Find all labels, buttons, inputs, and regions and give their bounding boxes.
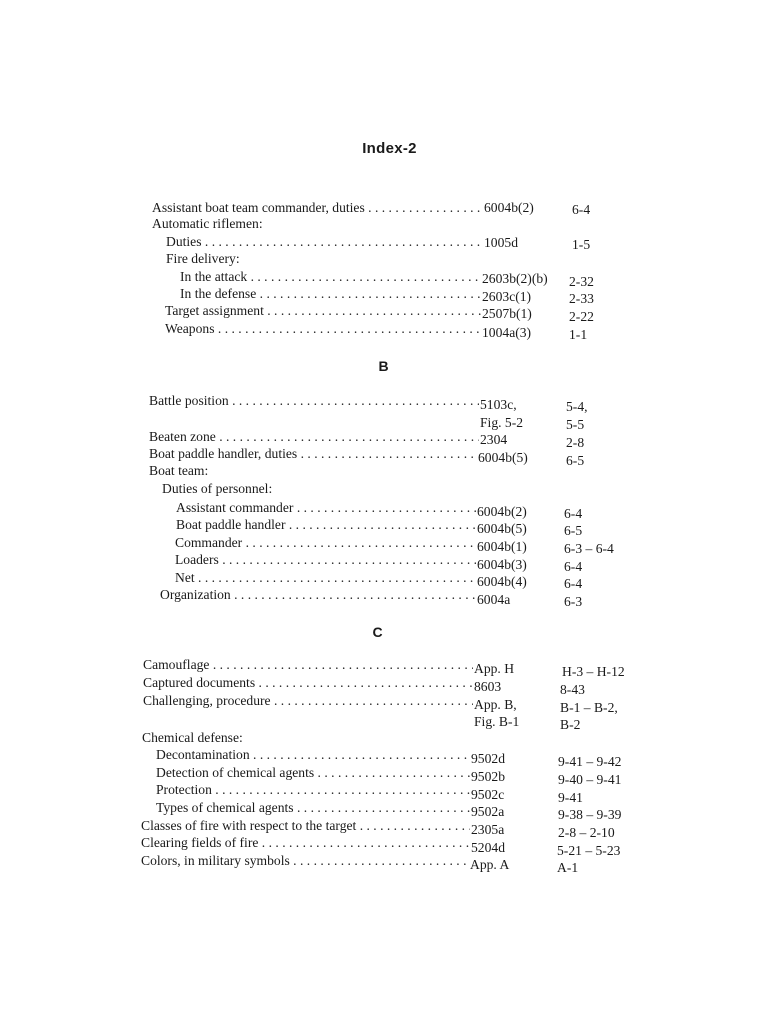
entry-ref: 6004b(2) [484, 200, 534, 215]
entry-ref: 5103c, [480, 397, 517, 412]
entry-page: 1-5 [572, 237, 591, 252]
entry-ref: 9502a [471, 804, 505, 819]
entry-page: 9-38 – 9-39 [558, 807, 622, 822]
section-letter-c: C [372, 624, 383, 640]
index-entry [180, 268, 482, 286]
entry-ref: App. A [470, 857, 510, 872]
entry-ref: 6004b(2) [477, 504, 527, 519]
entry-page: 9-41 [558, 790, 583, 805]
entry-ref: App. B, [474, 697, 517, 712]
entry-text: In the defense . . . [180, 285, 482, 303]
entry-ref: 6004b(5) [478, 450, 528, 465]
entry-ref: 6004b(5) [477, 521, 527, 536]
entry-text: Weapons . . . [165, 320, 482, 338]
entry-ref: 2507b(1) [482, 306, 532, 321]
entry-page: 9-41 – 9-42 [558, 754, 622, 769]
index-entry [156, 799, 470, 817]
index-entry [149, 428, 479, 446]
entry-page: 6-3 – 6-4 [564, 541, 614, 556]
index-entry [143, 674, 473, 692]
entry-ref-continued: Fig. B-1 [474, 714, 520, 729]
index-entry [141, 852, 469, 870]
index-entry [165, 320, 482, 338]
entry-text: Net . . . [175, 569, 476, 587]
entry-text: Battle position . . . [149, 392, 479, 410]
entry-page-continued: 5-5 [566, 417, 585, 432]
entry-ref: 6004b(4) [477, 574, 527, 589]
entry-text: Detection of chemical agents . . . [156, 764, 470, 782]
index-entry [149, 445, 477, 463]
index-entry [156, 746, 470, 764]
entry-text: Camouflage . . . [143, 656, 473, 674]
entry-page-continued: B-2 [560, 717, 581, 732]
entry-ref: 2603b(2)(b) [482, 271, 548, 286]
index-entry [149, 392, 479, 410]
entry-text: Loaders . . . [175, 551, 476, 569]
index-entry [143, 656, 473, 674]
section-letter-b: B [378, 358, 389, 374]
index-entry [156, 764, 470, 782]
entry-ref: 9502c [471, 787, 505, 802]
entry-page: 9-40 – 9-41 [558, 772, 622, 787]
entry-text: Boat paddle handler, duties . . . [149, 445, 477, 463]
entry-ref: App. H [474, 661, 515, 676]
entry-page: 2-22 [569, 309, 594, 324]
entry-ref: 8603 [474, 679, 502, 694]
entry-ref: 5204d [471, 840, 505, 855]
index-entry [160, 586, 476, 604]
entry-text: Duties . . . [166, 233, 482, 251]
entry-page: 2-8 – 2-10 [558, 825, 615, 840]
index-entry [176, 516, 476, 534]
index-subheading: Duties of personnel: [162, 481, 273, 496]
index-entry [141, 834, 470, 852]
entry-page: 5-21 – 5-23 [557, 843, 621, 858]
entry-page: 1-1 [569, 327, 588, 342]
entry-page: 6-5 [566, 453, 585, 468]
entry-page: A-1 [557, 860, 579, 875]
entry-page: 2-33 [569, 291, 594, 306]
entry-ref: 9502d [471, 751, 505, 766]
entry-text: Clearing fields of fire . . . [141, 834, 470, 852]
entry-page: 6-4 [572, 202, 591, 217]
entry-text: Target assignment . . . [165, 302, 482, 320]
index-entry [175, 551, 476, 569]
index-entry [143, 692, 473, 710]
entry-ref: 1004a(3) [482, 325, 532, 340]
entry-text: Captured documents . . . [143, 674, 473, 692]
entry-ref: 2603c(1) [482, 289, 532, 304]
entry-page: 6-5 [564, 523, 583, 538]
index-entry [166, 233, 482, 251]
index-entry [180, 285, 482, 303]
entry-page: H-3 – H-12 [562, 664, 625, 679]
entry-ref: 6004b(1) [477, 539, 527, 554]
entry-text: Decontamination . . . [156, 746, 470, 764]
entry-page: 6-4 [564, 559, 583, 574]
index-entry [175, 569, 476, 587]
entry-page: 2-32 [569, 274, 594, 289]
entry-text: Assistant commander . . . [176, 499, 476, 517]
index-entry [156, 781, 470, 799]
entry-page: 2-8 [566, 435, 585, 450]
index-heading: Automatic riflemen: [152, 216, 263, 231]
entry-page: 8-43 [560, 682, 585, 697]
entry-text: Types of chemical agents . . . [156, 799, 470, 817]
entry-ref-continued: Fig. 5-2 [480, 415, 524, 430]
index-entry [141, 817, 470, 835]
page-title: Index-2 [362, 140, 417, 157]
entry-page: 6-3 [564, 594, 583, 609]
index-heading: Chemical defense: [142, 730, 243, 745]
entry-text: Organization . . . [160, 586, 476, 604]
entry-text: In the attack . . . [180, 268, 482, 286]
entry-ref: 6004a [477, 592, 511, 607]
entry-ref: 9502b [471, 769, 505, 784]
entry-text: Beaten zone . . . [149, 428, 479, 446]
index-heading: Boat team: [149, 463, 209, 478]
index-heading: Fire delivery: [166, 251, 240, 266]
entry-text: Boat paddle handler . . . [176, 516, 476, 534]
entry-page: 6-4 [564, 576, 583, 591]
entry-ref: 2305a [471, 822, 505, 837]
entry-ref: 1005d [484, 235, 518, 250]
entry-ref: 6004b(3) [477, 557, 527, 572]
entry-text: Protection . . . [156, 781, 470, 799]
entry-text: Challenging, procedure . . . [143, 692, 473, 710]
index-entry [165, 302, 482, 320]
entry-ref: 2304 [480, 432, 508, 447]
index-entry [176, 499, 476, 517]
entry-text: Classes of fire with respect to the target . . . [141, 817, 470, 835]
entry-page: 5-4, [566, 399, 588, 414]
entry-page: B-1 – B-2, [560, 700, 618, 715]
entry-text: Commander . . . [175, 534, 476, 552]
entry-text: Assistant boat team commander, duties . . . [152, 199, 482, 217]
entry-text: Colors, in military symbols . . . [141, 852, 469, 870]
index-entry [175, 534, 476, 552]
entry-page: 6-4 [564, 506, 583, 521]
